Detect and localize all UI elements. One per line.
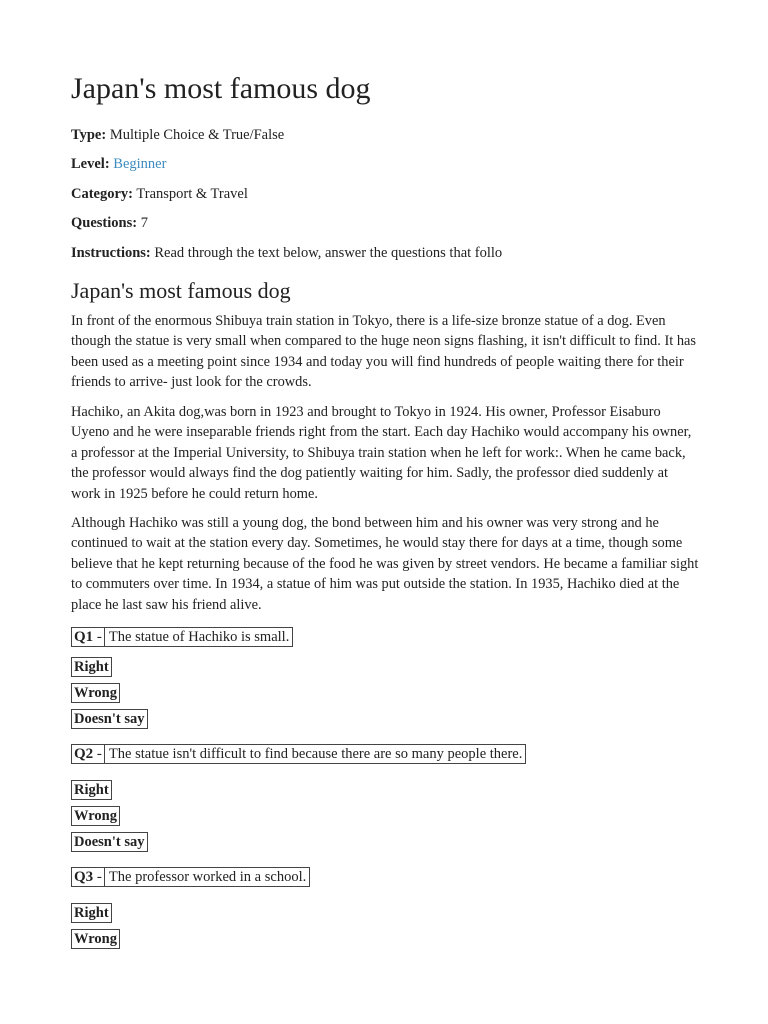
meta-category <box>71 185 248 203</box>
meta-type-value: Multiple Choice & True/False <box>109 127 285 143</box>
question-1 <box>71 627 293 647</box>
answer-option-right[interactable]: Right <box>71 780 112 800</box>
page-title: Japan's most famous dog <box>71 72 371 105</box>
question-text: The statue isn't difficult to find because there are so many people there. <box>105 744 526 764</box>
paragraph: Although Hachiko was still a young dog, the bond between him and his owner was very strong and he continued to wait at the station every day. Sometimes, he would stay there for days at a time, though some believe that he kept returning because of the food he was given by street vendors. He became a familiar sight to commuters over time. In 1934, a statue of him was put outside the station. In 1935, Hachiko died at the place he last saw his friend alive. <box>71 515 699 613</box>
meta-type-label: Type: <box>71 127 107 143</box>
meta-category-label: Category: <box>71 186 134 202</box>
question-label: Q1 - <box>71 627 105 647</box>
meta-level-label: Level: <box>71 156 110 172</box>
question-label: Q2 - <box>71 744 105 764</box>
meta-instructions-value: Read through the text below, answer the questions that follo <box>154 245 503 261</box>
meta-category-value: Transport & Travel <box>136 186 248 202</box>
paragraph: In front of the enormous Shibuya train station in Tokyo, there is a life-size bronze statue of a dog. Even though the statue is very small when compared to the huge neon signs flashing, it isn't difficult to find. It has been used as a meeting point since 1934 and today you will find hundreds of people waiting there for their friends to arrive- just look for the crowds. <box>71 313 697 391</box>
question-text: The professor worked in a school. <box>105 867 310 887</box>
question-3 <box>71 867 310 887</box>
meta-instructions <box>71 244 502 262</box>
meta-level <box>71 155 166 173</box>
question-label: Q3 - <box>71 867 105 887</box>
answer-option-doesnt-say[interactable]: Doesn't say <box>71 709 148 729</box>
answer-option-doesnt-say[interactable]: Doesn't say <box>71 832 148 852</box>
question-2 <box>71 744 526 764</box>
meta-instructions-label: Instructions: <box>71 245 151 261</box>
answer-option-right[interactable]: Right <box>71 657 112 677</box>
meta-questions <box>71 214 148 232</box>
section-title: Japan's most famous dog <box>71 278 291 303</box>
question-text: The statue of Hachiko is small. <box>105 627 293 647</box>
answer-option-right[interactable]: Right <box>71 903 112 923</box>
answer-option-wrong[interactable]: Wrong <box>71 683 120 703</box>
meta-questions-label: Questions: <box>71 215 138 231</box>
answer-option-wrong[interactable]: Wrong <box>71 806 120 826</box>
level-link[interactable]: Beginner <box>113 156 167 172</box>
paragraph: Hachiko, an Akita dog,was born in 1923 and brought to Tokyo in 1924. His owner, Professor Eisaburo Uyeno and he were inseparable friends right from the start. Each day Hachiko would accompany his owner, a professor at the Imperial University, to Shibuya train station when he left for work:. When he came back, the professor would always find the dog patiently waiting for him. Sadly, the professor died suddenly at work in 1925 before he could return home. <box>71 404 692 502</box>
meta-type <box>71 126 284 144</box>
answer-option-wrong[interactable]: Wrong <box>71 929 120 949</box>
meta-questions-value: 7 <box>140 215 148 231</box>
